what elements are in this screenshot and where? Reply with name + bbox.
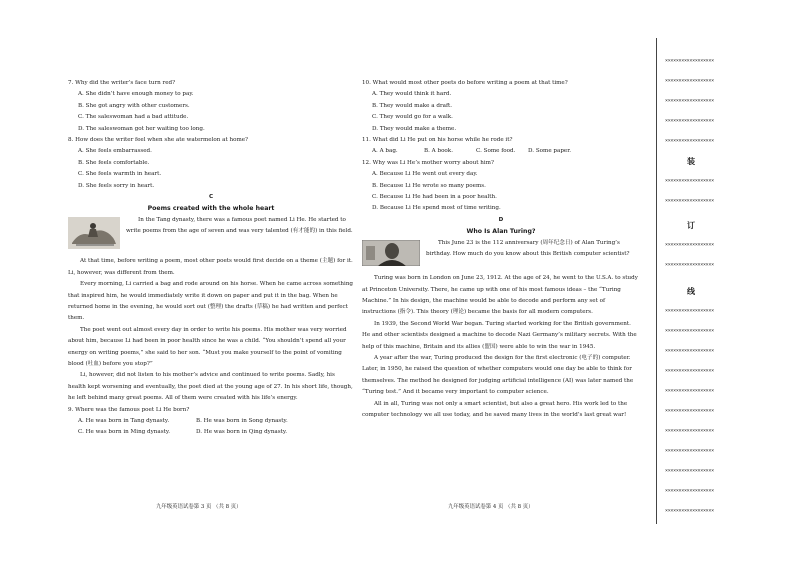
- passage-c-paragraph-2: Every morning, Li carried a bag and rode around on his horse. When he came across something that inspired him, he would immediately write it down on paper and put it in the bag. When he returned home in the evening, he would sort out (整理) the drafts (草稿) he had written and perfect them.: [68, 281, 354, 322]
- question-11: 11. What did Li He put on his horse while he rode it?: [362, 137, 513, 144]
- seal-x-row: ××××××××××××××××××: [665, 468, 714, 474]
- q10-option-a: A. They would think it hard.: [372, 91, 452, 98]
- seal-x-row: ××××××××××××××××××: [665, 408, 714, 414]
- turing-portrait: [362, 240, 420, 271]
- seal-x-row: ××××××××××××××××××: [665, 242, 714, 248]
- q10-option-b: B. They would make a draft.: [372, 102, 453, 109]
- passage-d-paragraph-1: Turing was born in London on June 23, 1912. At the age of 24, he went to the U.S.A. to study at Princeton University. There, he came up with one of his most famous ideas – the “Turing Machine.” In his design, the machine would be able to decode and perform any set of instructions (指令). This theory (理论) became the basis for all modern computers.: [362, 275, 638, 316]
- seal-x-row: ××××××××××××××××××: [665, 262, 714, 268]
- left-column: [68, 78, 354, 439]
- q12-option-d: D. Because Li He spend most of time writing.: [372, 205, 501, 212]
- seal-x-row: ××××××××××××××××××: [665, 98, 714, 104]
- right-column: [362, 78, 640, 421]
- seal-x-row: ××××××××××××××××××: [665, 508, 714, 514]
- q11-option-d: D. Some paper.: [528, 148, 572, 155]
- q7-option-a: A. She didn’t have enough money to pay.: [78, 91, 194, 98]
- q9-option-c: C. He was born in Ming dynasty.: [78, 429, 171, 436]
- seal-x-row: ××××××××××××××××××: [665, 118, 714, 124]
- q11-option-b: B. A book.: [424, 148, 453, 155]
- q7-option-c: C. The saleswoman had a bad attitude.: [78, 114, 189, 121]
- seal-x-row: ××××××××××××××××××: [665, 198, 714, 204]
- question-8: 8. How does the writer feel when she ate watermelon at home?: [68, 137, 249, 144]
- passage-c-paragraph-1: At that time, before writing a poem, most other poets would first decide on a theme (主题) for it. Li, however, was different from them.: [68, 258, 353, 276]
- passage-d-title: Who Is Alan Turing?: [466, 228, 536, 236]
- q9-options-row-1: [68, 416, 354, 427]
- q7-option-b: B. She got angry with other customers.: [78, 102, 190, 109]
- poet-illustration: [68, 217, 120, 254]
- q9-options-row-2: [68, 427, 354, 438]
- question-10: 10. What would most other poets do before writing a poem at that time?: [362, 80, 568, 86]
- q12-option-a: A. Because Li He went out every day.: [372, 171, 478, 178]
- q9-option-a: A. He was born in Tang dynasty.: [78, 417, 170, 424]
- q12-option-b: B. Because Li He wrote so many poems.: [372, 182, 486, 189]
- section-c-label: C: [208, 194, 214, 201]
- q7-option-d: D. The saleswoman got her waiting too long.: [78, 125, 205, 132]
- passage-c-paragraph-3: The poet went out almost every day in order to write his poems. His mother was very worried about him, because Li had been in poor health since he was a child. “You shouldn’t spend all your energy on writing poems,” she said to her son. “Must you make yourself to the point of vomiting blood (吐血) before you stop?”: [68, 326, 347, 367]
- seal-x-row: ××××××××××××××××××: [665, 328, 714, 334]
- passage-d-paragraph-3: A year after the war, Turing produced the design for the first electronic (电子的) computer. Later, in 1950, he raised the question of whether computers would one day be able to think for themselves. The method he designed for judging artificial intelligence (AI) was later named the “Turing test.” And it became very important to computer science.: [362, 354, 634, 396]
- seal-x-row: ××××××××××××××××××: [665, 488, 714, 494]
- question-9: 9. Where was the famous poet Li He born?: [68, 406, 190, 413]
- seal-char-zhuang: 装: [687, 157, 695, 166]
- seal-x-row: ××××××××××××××××××: [665, 178, 714, 184]
- q9-option-d: D. He was born in Qing dynasty.: [196, 429, 288, 436]
- q10-option-d: D. They would make a theme.: [372, 125, 457, 132]
- q8-option-c: C. She feels warmth in heart.: [78, 171, 162, 178]
- seal-x-row: ××××××××××××××××××: [665, 78, 714, 84]
- q10-option-c: C. They would go for a walk.: [372, 114, 453, 121]
- question-7: 7. Why did the writer’s face turn red?: [68, 80, 176, 86]
- seal-x-row: ××××××××××××××××××: [665, 348, 714, 354]
- q8-option-b: B. She feels comfortable.: [78, 159, 150, 166]
- seal-x-row: ××××××××××××××××××: [665, 368, 714, 374]
- seal-x-row: ××××××××××××××××××: [665, 138, 714, 144]
- seal-x-row: ××××××××××××××××××: [665, 388, 714, 394]
- seal-x-row: ××××××××××××××××××: [665, 428, 714, 434]
- q11-options: [362, 146, 640, 157]
- binding-margin: [656, 38, 735, 524]
- seal-x-row: ××××××××××××××××××: [665, 308, 714, 314]
- passage-c-title: Poems created with the whole heart: [147, 205, 275, 213]
- q8-option-a: A. She feels embarrassed.: [78, 148, 152, 155]
- q9-option-b: B. He was born in Song dynasty.: [196, 417, 288, 424]
- q11-option-a: A. A bag.: [372, 148, 398, 155]
- section-d-label: D: [498, 216, 504, 223]
- passage-d-intro: This June 23 is the 112 anniversary (周年纪念日) of Alan Turing’s birthday. How much do you know about this British computer scientist?: [426, 239, 630, 258]
- q8-option-d: D. She feels sorry in heart.: [78, 182, 155, 189]
- q11-option-c: C. Some food.: [476, 148, 516, 155]
- seal-x-row: ××××××××××××××××××: [665, 448, 714, 454]
- page-footer-right: 九年级英语试卷第 4 页 （共 8 页）: [448, 504, 534, 510]
- passage-c-intro: In the Tang dynasty, there was a famous poet named Li He. He started to write poems from the age of seven and was very talented (有才能的) in this field.: [126, 216, 353, 235]
- passage-d-paragraph-2: In 1939, the Second World War began. Turing started working for the British government. He and other scientists designed a machine to decode Nazi Germany’s military secrets. With the help of this machine, Britain and its allies (盟国) were able to win the war in 1945.: [362, 320, 637, 350]
- seal-char-xian: 线: [687, 287, 695, 296]
- question-12: 12. Why was Li He’s mother worry about him?: [362, 159, 494, 166]
- q12-option-c: C. Because Li He had been in a poor health.: [372, 194, 497, 201]
- seal-char-ding: 订: [687, 221, 695, 230]
- passage-c-paragraph-4: Li, however, did not listen to his mother’s advice and continued to write poems. Sadly, his health kept worsening and eventually, the poet died at the young age of 27. In his short life, though, he left behind many great poems. All of them were created with his life’s energy.: [68, 372, 353, 402]
- passage-d-paragraph-4: All in all, Turing was not only a smart scientist, but also a great hero. His work led to the computer technology we all use today, and he saved many lives in the world’s last great war!: [362, 400, 628, 418]
- seal-x-row: ××××××××××××××××××: [665, 58, 714, 64]
- page-footer-left: 九年级英语试卷第 3 页 （共 8 页）: [156, 504, 242, 510]
